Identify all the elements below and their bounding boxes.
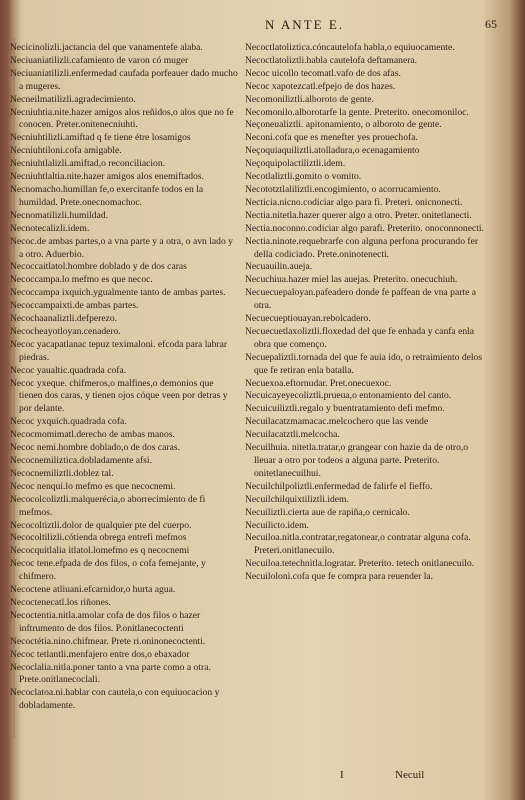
dictionary-entry: Nectia.nitetla.hazer querer algo a otro. Preter. onitetlanecti.	[245, 209, 472, 221]
dictionary-entry: Necicinolizli.jactancia del que vanamentefe alaba.	[10, 42, 203, 53]
dictionary-entry: Necomonilo.alborotarfe la gente. Preterito. onecomoniloc.	[245, 106, 469, 118]
dictionary-entry: Necoc yacapatlanac tepuz teximaloni. efcoda para labrar piedras.	[10, 338, 228, 363]
dictionary-entry: Necuicayeyecoliztli.prueua,o entonamiento del canto.	[245, 390, 452, 402]
dictionary-entry: Neciuaniatilizli.enfermedad caufada porfeauer dado mucho a mugeres.	[10, 67, 238, 92]
dictionary-entry: Necoccampaixti.de ambas partes.	[10, 300, 139, 312]
dictionary-entry: Necniuhtlalizli.amiftad,o reconciliacion.	[10, 158, 166, 170]
dictionary-entry: Necnomacho.humillan fe,o exercitanfe todos en la humildad. Prete.onecnomachoc.	[10, 183, 204, 208]
dictionary-entry: Necuilchilquixtiliztli.idem.	[245, 493, 349, 505]
page-number: 65	[485, 17, 497, 31]
dictionary-entry: Necniuhtilizli.amiftad q fe tiene étre losamigos	[10, 132, 191, 144]
dictionary-entry: Neçoquiaquiliztli.atolladura,o ecenagamiento	[245, 145, 420, 157]
dictionary-entry: Necuicuiliztli.regalo y buentratamiento defi mefmo.	[245, 403, 445, 415]
left-column	[10, 42, 238, 713]
dictionary-entry: Necoctétia.nino.chifmear. Prete ri.oninonecoctenti.	[10, 635, 206, 647]
signature-mark: I	[340, 769, 344, 781]
dictionary-entry: Necnotecalizli.idem.	[10, 222, 90, 234]
dictionary-entry: Necocoltiztli.dolor de qualquier pte del cuerpo.	[10, 519, 192, 531]
dictionary-entry: Necuecueptiouayan.rebolcadero.	[245, 313, 371, 325]
dictionary-entry: Necocoltilizli.cótienda obrega entrefi mefmos	[10, 532, 187, 544]
dictionary-entry: Necoctlatoliztica.cóncautelofa habla,o equiuocamente.	[245, 42, 455, 53]
dictionary-entry: Necnomatilizli.humildad.	[10, 209, 109, 221]
dictionary-entry: Necuilacatztli.melcocha.	[245, 429, 340, 441]
dictionary-entry: Necoc xapotezcatl.efpejo de dos hazes.	[245, 80, 396, 92]
dictionary-entry: Necochaanaliztli.defperezo.	[10, 313, 118, 325]
dictionary-entry: Necoc nemi.hombre doblado,o de dos caras.	[10, 442, 180, 454]
dictionary-entry: Necoccampa ixquich.ygualmente tanto de ambas partes.	[10, 287, 226, 299]
dictionary-entry: Necoclalia.nitla.poner tanto a vna parte como a otra. Prete.onitlanecoclali.	[10, 661, 211, 686]
dictionary-entry: Necuauilin.aueja.	[245, 261, 313, 273]
dictionary-entry: Necuilacatzmamacac.melcochero que las vende	[245, 416, 429, 428]
dictionary-entry: Necuecuetlaxoliztli.floxedad del que fe enhada y canfa enla obra que començo.	[245, 325, 475, 350]
catchword: Necuil	[395, 769, 425, 781]
page-header	[10, 15, 515, 35]
running-title: N ANTE E.	[265, 17, 345, 32]
dictionary-entry: Necuiloa.tetechnitla.logratar. Preterito. tetech onitlanecuilo.	[245, 558, 475, 570]
dictionary-entry: Necoc yxquich.quadrada cofa.	[10, 416, 127, 428]
dictionary-entry: Necuilicto.idem.	[245, 519, 309, 531]
dictionary-entry: Necoccampa.lo mefmo es que necoc.	[10, 274, 153, 286]
dictionary-entry: Necticia.nicno.codiciar algo para fi. Preteri. onicnonecti.	[245, 196, 463, 208]
dictionary-entry: Necocnemiliztli.doblez tal.	[10, 467, 114, 479]
dictionary-entry: Necoc yxeque. chifmeros,o malfines,o demonios que tienen dos caras, y tienen ojos cóque veen por detras y por delante.	[10, 377, 228, 415]
dictionary-entry: Neciuaniatilizli.cafamiento de varon có muger	[10, 54, 189, 66]
dictionary-entry: Nectia.ninote.requebrarfe con alguna perfona procurando fer della codiciado. Prete.oninotenecti.	[245, 235, 479, 260]
dictionary-entry: Necuilchilpoliztli.enfermedad de falirfe el fieffo.	[245, 480, 433, 492]
dictionary-entry: Necoc uicollo tecomatl.vafo de dos afas.	[245, 67, 401, 79]
dictionary-entry: Nectia.noconno.codiciar algo parafi. Preterito. onoconnonecti.	[245, 222, 484, 234]
dictionary-entry: Necoctenecatl.los riñones.	[10, 596, 111, 608]
dictionary-entry: Necocnemiliztica.dobladamente afsi.	[10, 455, 152, 466]
dictionary-entry: Necuepaliztli.tornada del que fe auia ido, o retraimiento delos que fe retiran enla batalla.	[245, 351, 483, 376]
dictionary-entry: Necuilhuia. nitetla.tratar,o grangear con hazie da de otro,o lleuar a otro por todeos a alguna parte. Preterito. onitetlanecuilhui.	[245, 442, 469, 479]
dictionary-entry: Necomoniliztli.alboroto de gente.	[245, 93, 374, 105]
dictionary-entry: Necototztlaliliztli.encogimiento, o acorrucamiento.	[245, 183, 441, 195]
dictionary-entry: Necneilmatilizli.agradecimiento.	[10, 93, 136, 105]
dictionary-entry: Necniuhtlaltia.nite.hazer amigos alos enemiftados.	[10, 171, 204, 183]
dictionary-entry: Necoctene atliuani.efcarnidor,o hurta agua.	[10, 584, 176, 596]
dictionary-entry: Necuexoa.eftornudar. Pret.onecuexoc.	[245, 377, 392, 389]
dictionary-entry: Necoclatoa.ni.hablar con cautela,o con equiuocacion y dobladamente.	[10, 687, 220, 712]
dictionary-entry: Necocquitlalia itlatol.lomefmo es q necocnemi	[10, 545, 190, 557]
dictionary-entry: Necotlaliztli.gomito o vomito.	[245, 171, 362, 183]
dictionary-entry: Necuchiua.hazer miel las auejas. Preterito. onecuchiuh.	[245, 274, 458, 286]
dictionary-entry: Necuiloa.nitla.contratar,regatonear,o contratar alguna cofa. Preteri.onitlanecuilo.	[245, 532, 471, 557]
dictionary-entry: Necocmomimatl.derecho de ambas manos.	[10, 429, 175, 441]
dictionary-entry: Necoctlatoliztli.habla cautelofa deftamanera.	[245, 54, 418, 66]
dictionary-entry: Necoc yaualtic.quadrada cofa.	[10, 364, 127, 376]
dictionary-entry: Necoc tene.efpada de dos filos, o cofa femejante, y chifmero.	[10, 558, 206, 583]
dictionary-entry: Necuecuepaloyan.pafeadero donde fe paffean de vna parte a otra.	[245, 287, 477, 312]
dictionary-entry: Necuiloloni.cofa que fe compra para reuender la.	[245, 571, 434, 583]
dictionary-entry: Necuiliztli.cierta aue de rapiña,o cernicalo.	[245, 506, 410, 518]
dictionary-entry: Necoc nenqui.lo mefmo es que necocnemi.	[10, 480, 176, 492]
dictionary-entry: Necoctentia.nitla.amolar cofa de dos filos o hazer inftrumento de dos filos. P.onitlanecoctenti	[10, 609, 201, 634]
page-footer	[10, 769, 515, 789]
dictionary-entry: Necniuhtiloni.cofa amigable.	[10, 145, 122, 157]
dictionary-entry: Necoc.de ambas partes,o a vna parte y a otra, o avn lado y a otro. Aduerbio.	[10, 235, 233, 260]
book-page	[10, 0, 515, 800]
dictionary-entry: Necocheayotloyan.cenadero.	[10, 325, 121, 337]
dictionary-entry: Neconi.cofa que es menefter yes prouechofa.	[245, 132, 418, 144]
dictionary-entry: Necocolcoliztli.malquerécia,o aborrecimiento de fi mefmos.	[10, 493, 206, 518]
dictionary-entry: Necoccaitlatol.hombre doblado y de dos caras	[10, 261, 187, 273]
dictionary-entry: Necniuhtia.nite.hazer amigos alos reñidos,o alos que no fe conocen. Preter.onitenecniuhti.	[10, 106, 234, 131]
dictionary-entry: Neçoquipolactiliztli.idem.	[245, 158, 346, 170]
dictionary-entry: Necoc tetlantli.menfajero entre dos,o ebaxador	[10, 648, 190, 660]
dictionary-entry: Neçoneualiztli. apitonamiento, o alboroto de gente.	[245, 119, 442, 131]
right-column	[245, 42, 490, 584]
